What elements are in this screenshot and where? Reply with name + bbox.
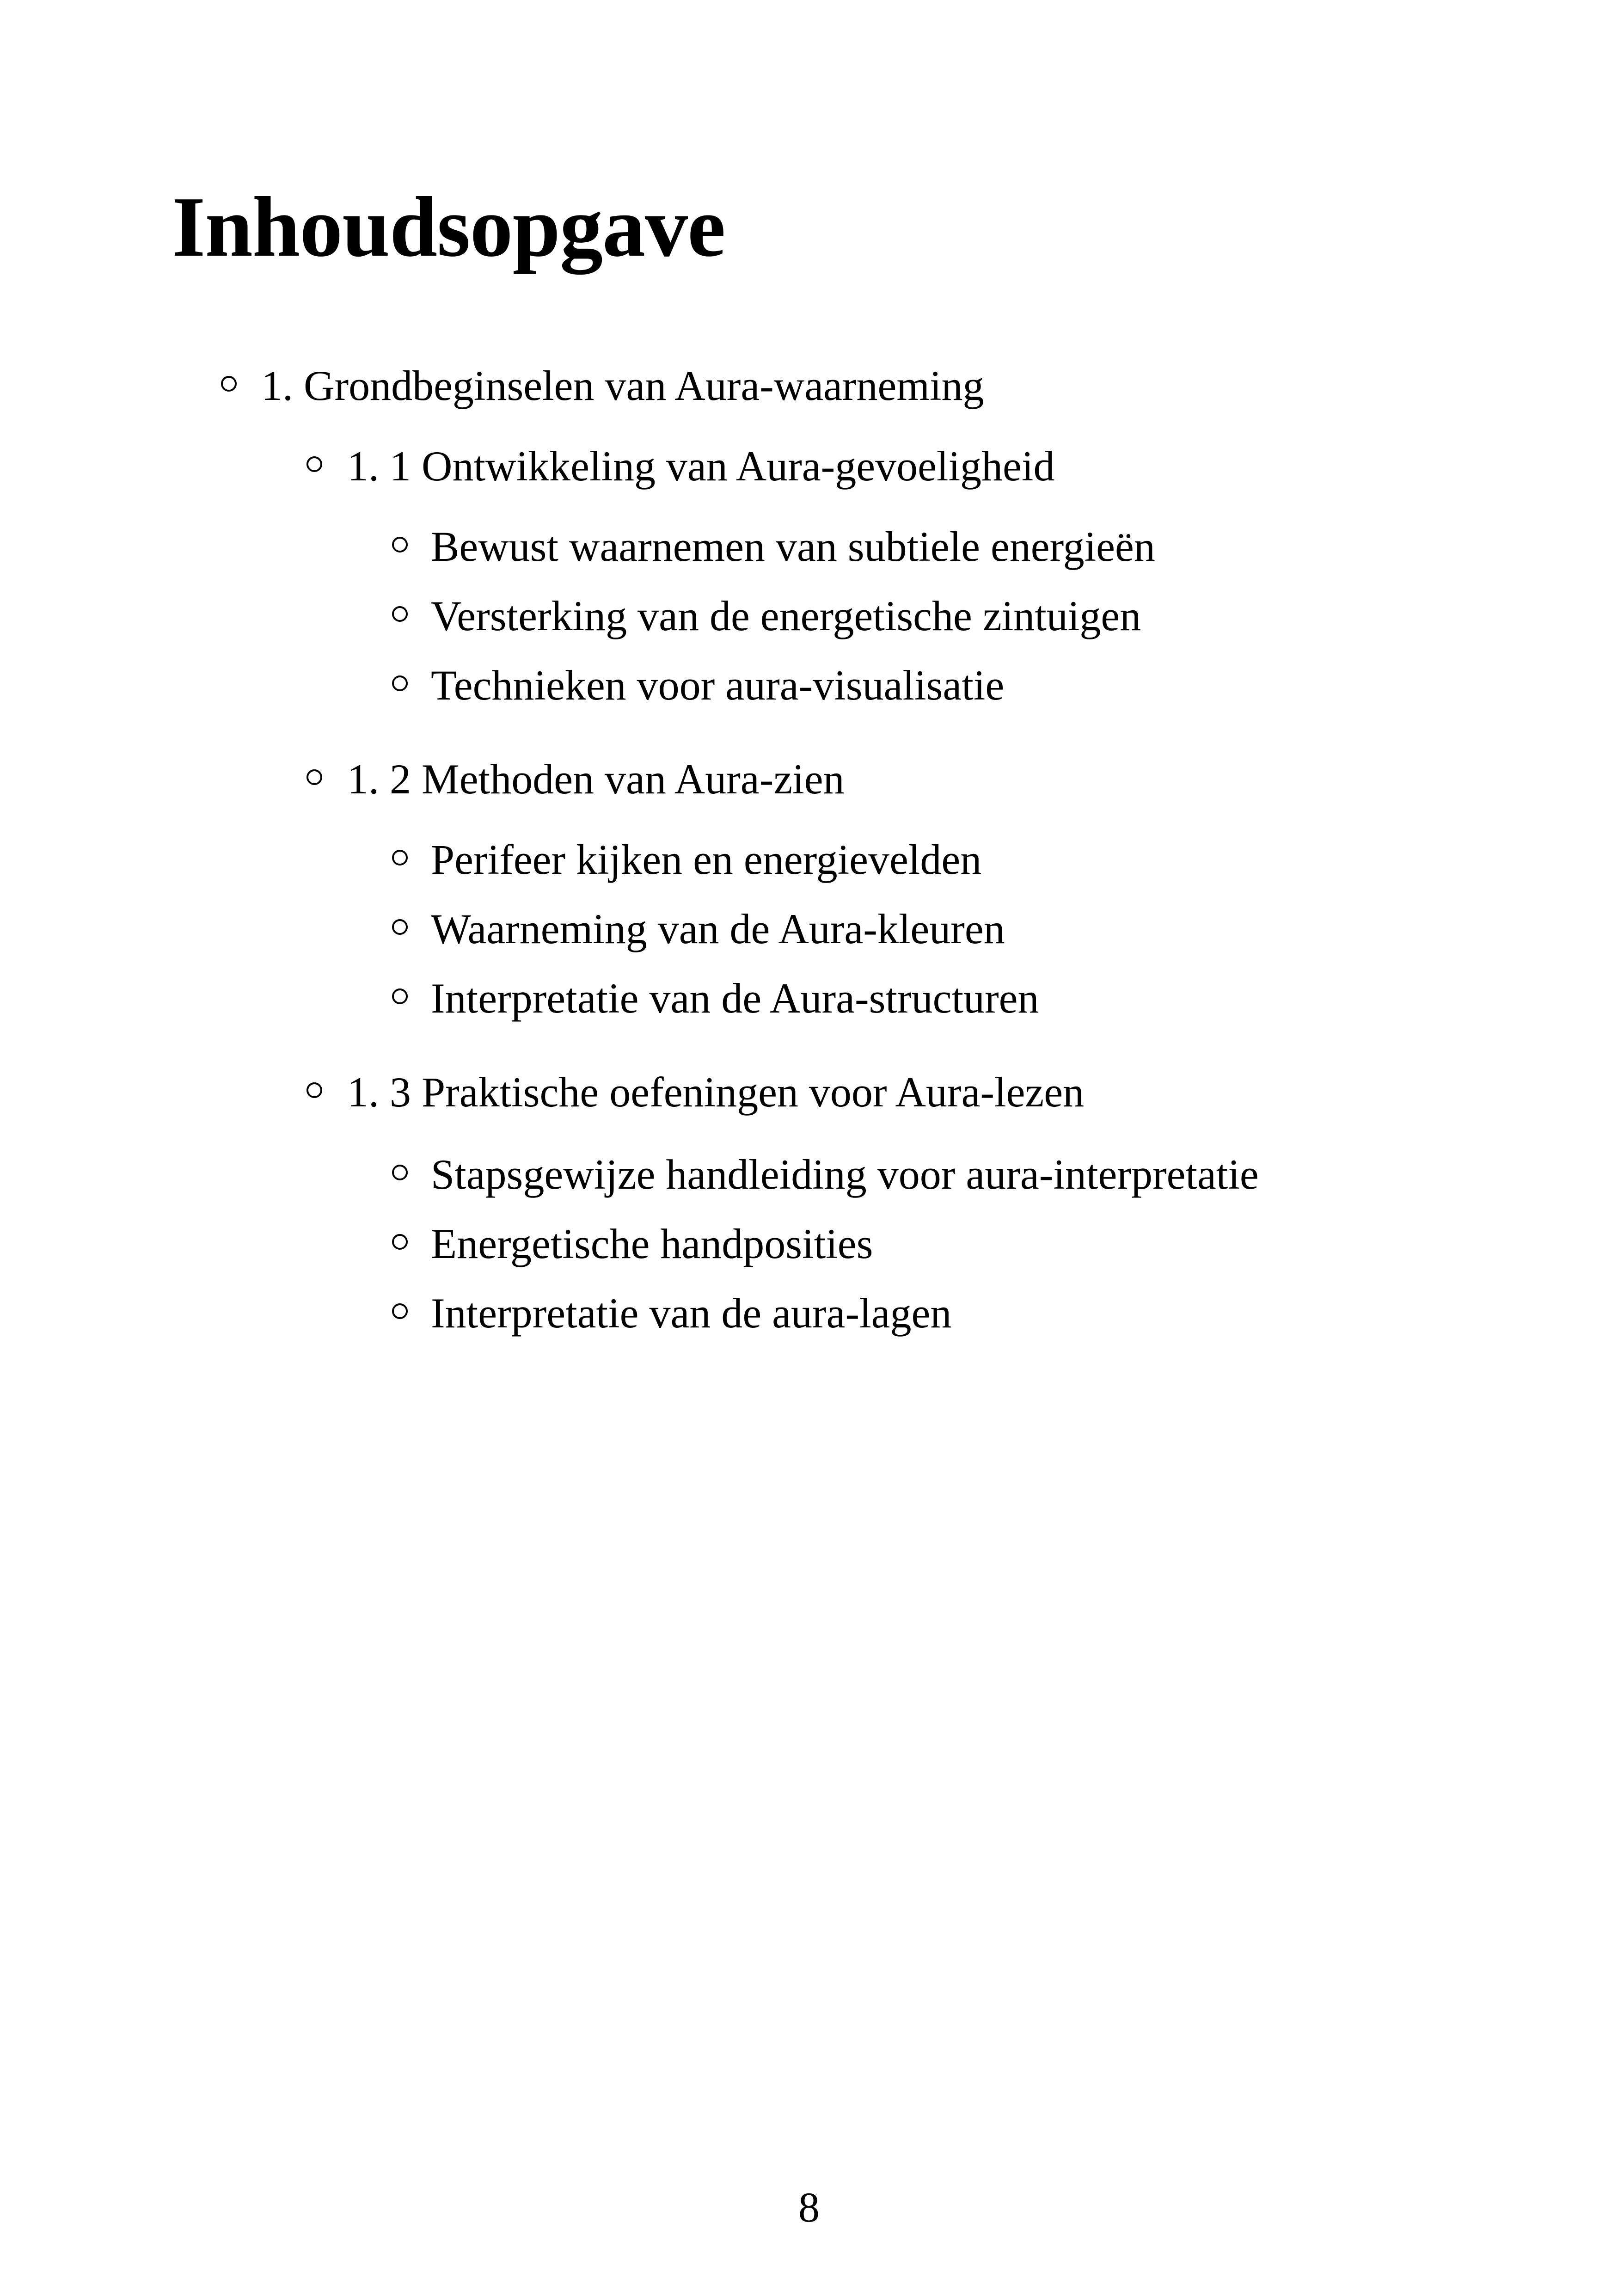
hollow-circle-icon	[392, 919, 408, 935]
toc-section-1-2[interactable]	[306, 755, 845, 804]
toc-item-label: Perifeer kijken en energievelden	[431, 836, 982, 883]
hollow-circle-icon	[392, 988, 408, 1004]
toc-item[interactable]	[392, 835, 981, 884]
hollow-circle-icon	[392, 1165, 408, 1180]
toc-item-label: Waarneming van de Aura-kleuren	[431, 905, 1005, 952]
page-number: 8	[798, 2184, 820, 2231]
toc-chapter-label: 1. Grondbeginselen van Aura-waarneming	[261, 362, 984, 409]
toc-section-label: 1. 3 Praktische oefeningen voor Aura-lezen	[347, 1068, 1085, 1116]
toc-item[interactable]	[392, 1150, 1259, 1199]
hollow-circle-icon	[392, 1303, 408, 1319]
hollow-circle-icon	[392, 1234, 408, 1250]
toc-item[interactable]	[392, 661, 1004, 710]
toc-item-label: Bewust waarnemen van subtiele energieën	[431, 523, 1155, 570]
toc-item[interactable]	[392, 974, 1039, 1023]
hollow-circle-icon	[306, 769, 322, 785]
toc-item-label: Energetische handposities	[431, 1220, 873, 1267]
toc-item[interactable]	[392, 905, 1005, 954]
toc-item-label: Stapsgewijze handleiding voor aura-interpretatie	[431, 1151, 1259, 1198]
hollow-circle-icon	[392, 606, 408, 622]
toc-section-1-1[interactable]	[306, 442, 1054, 491]
toc-chapter-1[interactable]	[221, 362, 984, 411]
toc-section-label: 1. 2 Methoden van Aura-zien	[347, 755, 845, 803]
hollow-circle-icon	[306, 1082, 322, 1098]
hollow-circle-icon	[392, 537, 408, 553]
toc-item[interactable]	[392, 1289, 951, 1338]
toc-section-label: 1. 1 Ontwikkeling van Aura-gevoeligheid	[347, 442, 1055, 490]
toc-item-label: Interpretatie van de aura-lagen	[431, 1289, 952, 1337]
toc-item-label: Interpretatie van de Aura-structuren	[431, 975, 1039, 1022]
toc-item[interactable]	[392, 592, 1141, 641]
hollow-circle-icon	[392, 850, 408, 866]
toc-item[interactable]	[392, 522, 1155, 571]
toc-item[interactable]	[392, 1220, 873, 1269]
hollow-circle-icon	[306, 456, 322, 472]
hollow-circle-icon	[221, 376, 237, 392]
toc-item-label: Versterking van de energetische zintuigen	[431, 592, 1141, 639]
toc-item-label: Technieken voor aura-visualisatie	[431, 662, 1005, 709]
toc-section-1-3[interactable]	[306, 1068, 1084, 1117]
hollow-circle-icon	[392, 675, 408, 691]
page-title: Inhoudsopgave	[172, 179, 725, 275]
